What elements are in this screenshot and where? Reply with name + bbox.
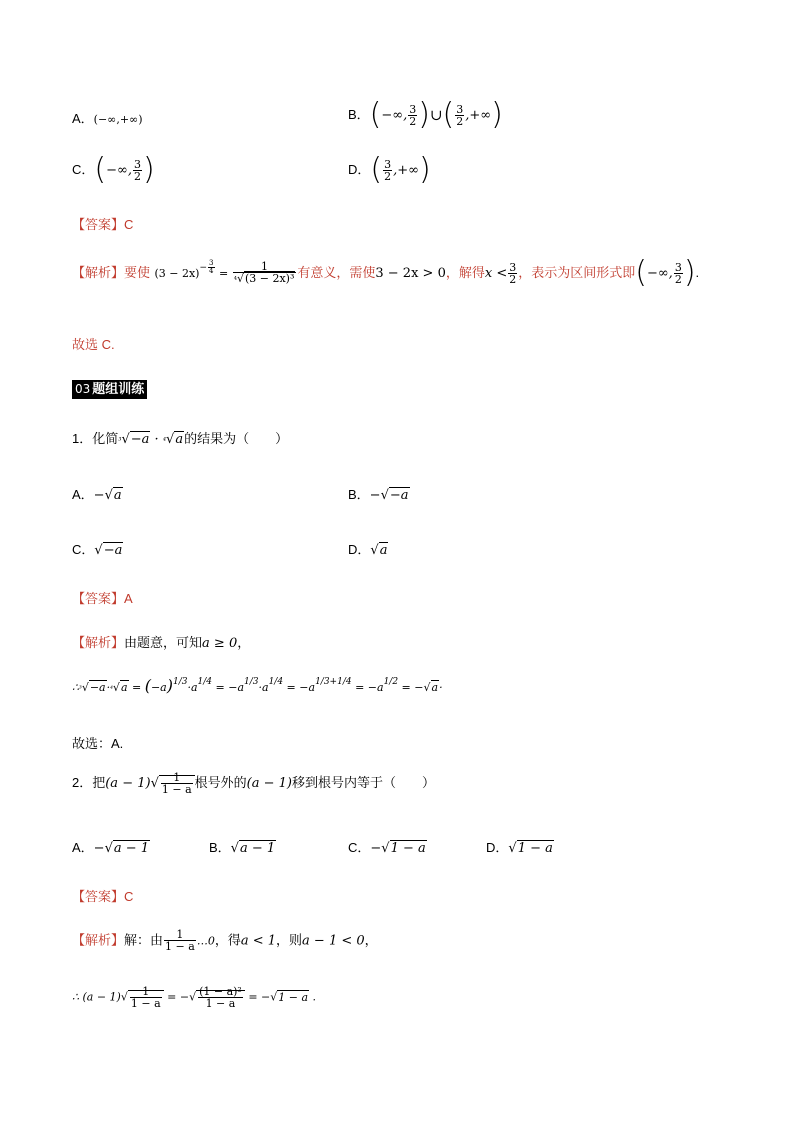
option-c-label: C． [72,162,95,177]
q2-derivation: ∴ (a − 1)√ $\frac{1}{1 - a}$ = −√ $\frac{\text{(1 − a)²}}{1 - a}$ = −√1 − a . [72,985,317,1010]
q2-option-c: C．−√1 − a [348,840,426,856]
q1-option-d: D．√a [348,542,388,558]
option-d: D．( $\frac{3}{2}$ ,+∞) [348,152,431,187]
q1-derivation: ∴³√−a·⁴√a = $(-a)^{1/3}\cdot a^{1/4} = -a^{1/3}\cdot a^{1/4} = -a^{1/3+1/4} = -a^{1/2} = -√a\cdot$ [72,676,443,695]
option-a-label: A． [72,111,94,126]
q1-answer: 【答案】A [72,591,133,606]
answer-line [72,214,133,233]
q1-option-c: C．√−a [72,542,123,558]
section-number: 03 [75,382,91,396]
option-a-math: (−∞,+∞) [93,113,143,126]
question-1-stem: 1．化简³√−a · ⁴√a的结果为（ ） [72,431,289,447]
q1-conclusion: 故选：A. [72,736,124,751]
q1-option-b: B．−√−a [348,487,409,503]
q2-analysis: 【解析】解：由 $\frac{1}{1 - a}$ …0，得a < 1，则a − 1 < 0， [72,928,378,953]
conclusion: 故选 C. [72,337,115,352]
answer-label: 【答案】 [72,217,125,232]
answer-value: C [124,217,134,232]
q2-option-a: A．−√a − 1 [72,840,150,856]
option-b-label: B． [348,107,370,122]
q2-option-b: B．√a − 1 [209,840,276,856]
q2-answer: 【答案】C [72,889,134,904]
option-c: C．(−∞, $\frac{3}{2}$ ) [72,152,155,187]
q2-option-d: D．√1 − a [486,840,553,856]
option-a [72,108,143,127]
section-header [72,378,147,397]
option-d-label: D． [348,162,371,177]
q1-option-a: A．−√a [72,487,122,503]
analysis-label: 【解析】 [72,265,125,280]
section-title: 题组训练 [92,382,145,397]
option-b: B．(−∞, $\frac{3}{2}$ )∪( $\frac{3}{2}$ ,+∞) [348,97,503,132]
q1-analysis: 【解析】由题意，可知a ≥ 0， [72,635,251,651]
question-2-stem: 2．把(a − 1)√ $\frac{1}{1 - a}$ 根号外的(a − 1)移到根号内等于（ ） [72,771,435,796]
analysis-line: 【解析】要使 $(3 - 2x)^{- \frac{3}{4}}$ = $\frac{1}{\text{⁴√(3 − 2x)³}}$ 有意义，需使3 − 2x > 0，解得x < $\frac{3}{2}$ ，表示为区间形式即(−∞, $\frac{3}{2}$ ). [72,255,700,290]
